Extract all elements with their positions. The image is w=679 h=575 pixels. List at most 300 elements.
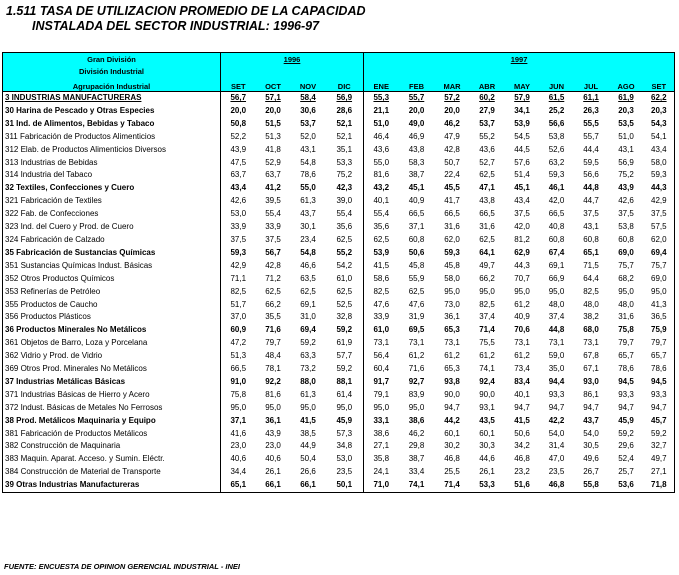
header-month: MAR: [435, 77, 470, 92]
table-cell: 95,0: [373, 402, 390, 412]
table-cell: 42,9: [644, 195, 675, 208]
table-row: [3, 376, 675, 389]
table-cell: 37,5: [230, 234, 247, 244]
table-cell: 43,9: [618, 183, 634, 193]
table-cell: 93,3: [548, 389, 565, 399]
table-cell: 59,3: [444, 247, 460, 257]
table-cell: 35,0: [548, 364, 565, 374]
table-cell: 66,5: [548, 209, 565, 219]
table-cell: 44,7: [583, 196, 599, 206]
table-cell: 93,3: [618, 389, 634, 399]
table-cell: 53,7: [300, 118, 316, 128]
table-cell: 90,0: [479, 389, 495, 399]
table-cell: 55,4: [265, 209, 281, 219]
table-cell: 53,8: [548, 131, 565, 141]
table-cell: 59,5: [583, 157, 599, 167]
table-cell: 73,4: [514, 364, 530, 374]
table-cell: 20,0: [230, 105, 247, 115]
table-cell: 50,6: [408, 247, 425, 257]
table-cell: 66,5: [408, 209, 425, 219]
table-cell: 42,2: [548, 415, 565, 425]
table-cell: 52,1: [326, 118, 364, 131]
title-line-2: INSTALADA DEL SECTOR INDUSTRIAL: 1996-97: [32, 19, 320, 33]
table-cell: 41,8: [265, 144, 281, 154]
table-cell: 68,2: [618, 273, 634, 283]
table-cell: 61,3: [300, 196, 316, 206]
table-cell: 53,3: [326, 157, 364, 170]
table-cell: 59,0: [548, 351, 565, 361]
header-month: FEB: [399, 77, 435, 92]
row-label: 30 Harina de Pescado y Otras Especies: [3, 105, 221, 118]
table-cell: 27,9: [479, 105, 495, 115]
table-cell: 49,0: [408, 118, 425, 128]
table-cell: 51,0: [373, 118, 390, 128]
table-cell: 65,7: [644, 350, 675, 363]
table-cell: 73,0: [444, 299, 460, 309]
table-cell: 60,4: [373, 364, 390, 374]
table-cell: 78,1: [265, 364, 281, 374]
table-cell: 65,1: [221, 479, 256, 492]
table-cell: 23,4: [300, 234, 316, 244]
table-cell: 91,7: [373, 376, 390, 386]
table-cell: 33,9: [373, 312, 390, 322]
table-cell: 95,0: [444, 286, 460, 296]
table-cell: 34,8: [326, 440, 364, 453]
table-row: [3, 350, 675, 363]
table-cell: 67,4: [548, 247, 565, 257]
row-label: 313 Industrias de Bebidas: [3, 157, 221, 170]
table-cell: 43,1: [618, 144, 634, 154]
table-row: [3, 273, 675, 286]
table-cell: 94,5: [618, 376, 634, 386]
table-cell: 44,5: [514, 144, 530, 154]
table-cell: 53,7: [479, 118, 495, 128]
table-cell: 62,5: [265, 286, 281, 296]
table-cell: 66,2: [479, 273, 495, 283]
table-cell: 31,6: [618, 312, 634, 322]
table-cell: 61,1: [583, 93, 599, 102]
table-cell: 43,4: [644, 144, 675, 157]
table-row: [3, 466, 675, 479]
table-cell: 60,8: [583, 234, 599, 244]
table-row: [3, 169, 675, 182]
table-cell: 69,4: [300, 325, 316, 335]
table-cell: 53,9: [373, 247, 390, 257]
table-cell: 61,9: [326, 337, 364, 350]
table-cell: 23,5: [326, 466, 364, 479]
table-cell: 45,9: [618, 415, 634, 425]
table-cell: 41,5: [300, 415, 316, 425]
table-cell: 71,6: [408, 364, 425, 374]
table-cell: 60,8: [618, 234, 634, 244]
table-row: [3, 260, 675, 273]
table-cell: 37,4: [479, 312, 495, 322]
table-row: [3, 118, 675, 131]
table-cell: 81,6: [373, 170, 390, 180]
table-cell: 44,2: [444, 415, 460, 425]
table-cell: 57,1: [265, 93, 281, 102]
table-cell: 44,6: [479, 454, 495, 464]
table-cell: 82,5: [479, 299, 495, 309]
table-row: [3, 428, 675, 441]
table-cell: 37,1: [230, 415, 247, 425]
table-cell: 37,4: [548, 312, 565, 322]
table-row: [3, 479, 675, 492]
table-cell: 32,8: [326, 311, 364, 324]
header-month: JUN: [540, 77, 574, 92]
table-cell: 45,7: [644, 415, 675, 428]
table-cell: 69,0: [644, 273, 675, 286]
table-cell: 52,7: [479, 157, 495, 167]
table-cell: 61,2: [514, 299, 530, 309]
table-cell: 60,1: [444, 428, 460, 438]
table-cell: 82,5: [373, 286, 390, 296]
row-label: 323 Ind. del Cuero y Prod. de Cuero: [3, 221, 221, 234]
table-row: [3, 324, 675, 337]
table-row: [3, 144, 675, 157]
table-cell: 74,1: [479, 364, 495, 374]
row-label: 362 Vidrio y Prod. de Vidrio: [3, 350, 221, 363]
table-cell: 25,7: [618, 467, 634, 477]
row-label: 36 Productos Minerales No Metálicos: [3, 324, 221, 337]
table-cell: 44,4: [583, 144, 599, 154]
table-cell: 55,4: [326, 208, 364, 221]
table-cell: 39,5: [265, 196, 281, 206]
header-month: SET: [221, 77, 256, 92]
table-cell: 23,0: [265, 441, 281, 451]
table-cell: 40,6: [230, 454, 247, 464]
table-cell: 42,9: [230, 260, 247, 270]
table-cell: 55,0: [373, 157, 390, 167]
table-cell: 42,8: [444, 144, 460, 154]
table-cell: 20,3: [644, 105, 675, 118]
table-cell: 53,5: [618, 118, 634, 128]
table-cell: 75,8: [618, 325, 634, 335]
table-cell: 71,1: [230, 273, 247, 283]
table-cell: 46,6: [300, 260, 316, 270]
table-cell: 63,7: [230, 170, 247, 180]
table-cell: 66,1: [256, 479, 291, 492]
table-cell: 25,2: [548, 105, 565, 115]
table-cell: 33,9: [265, 222, 281, 232]
table-cell: 43,1: [300, 144, 316, 154]
table-cell: 73,2: [300, 364, 316, 374]
table-cell: 32,7: [644, 440, 675, 453]
table-cell: 51,7: [230, 299, 247, 309]
table-cell: 46,2: [408, 428, 425, 438]
table-cell: 55,0: [300, 183, 316, 193]
table-cell: 64,4: [583, 273, 599, 283]
table-cell: 31,9: [408, 312, 425, 322]
table-cell: 54,5: [514, 131, 530, 141]
table-cell: 56,4: [373, 351, 390, 361]
row-label: 35 Fabricación de Sustancias Químicas: [3, 247, 221, 260]
table-row: [3, 311, 675, 324]
table-row: [3, 195, 675, 208]
table-cell: 61,9: [618, 93, 634, 102]
table-cell: 74,1: [399, 479, 435, 492]
table-cell: 69,1: [300, 299, 316, 309]
table-cell: 73,1: [583, 338, 599, 348]
table-cell: 62,5: [479, 170, 495, 180]
table-cell: 51,4: [514, 170, 530, 180]
table-cell: 47,9: [444, 131, 460, 141]
table-cell: 43,9: [230, 144, 247, 154]
table-cell: 40,6: [265, 454, 281, 464]
table-cell: 91,0: [230, 376, 247, 386]
table-cell: 79,7: [618, 338, 634, 348]
table-cell: 43,4: [230, 183, 247, 193]
table-cell: 55,8: [574, 479, 609, 492]
table-cell: 61,2: [444, 351, 460, 361]
header-year-1996: 1996: [221, 53, 364, 66]
table-cell: 58,4: [300, 93, 316, 102]
table-cell: 51,6: [505, 479, 540, 492]
table-cell: 35,6: [326, 221, 364, 234]
table-cell: 26,7: [583, 467, 599, 477]
table-cell: 37,1: [408, 222, 425, 232]
table-cell: 56,6: [583, 170, 599, 180]
table-cell: 42,0: [514, 222, 530, 232]
table-cell: 55,2: [326, 247, 364, 260]
table-cell: 46,1: [548, 183, 565, 193]
table-cell: 35,8: [373, 454, 390, 464]
row-label: 356 Productos Plásticos: [3, 311, 221, 324]
table-cell: 95,0: [230, 402, 247, 412]
table-cell: 86,1: [583, 389, 599, 399]
row-label: 382 Construcción de Maquinaria: [3, 440, 221, 453]
table-cell: 31,0: [300, 312, 316, 322]
table-row: [3, 247, 675, 260]
table-cell: 50,8: [230, 118, 247, 128]
table-cell: 67,1: [583, 364, 599, 374]
table-cell: 45,9: [326, 415, 364, 428]
row-label: 324 Fabricación de Calzado: [3, 234, 221, 247]
table-cell: 71,4: [435, 479, 470, 492]
table-cell: 58,3: [408, 157, 425, 167]
table-cell: 33,9: [230, 222, 247, 232]
table-cell: 36,1: [444, 312, 460, 322]
table-cell: 45,1: [408, 183, 425, 193]
table-cell: 61,2: [408, 351, 425, 361]
table-cell: 29,8: [408, 441, 425, 451]
table-cell: 95,0: [265, 402, 281, 412]
table-cell: 41,5: [373, 260, 390, 270]
row-label: 3 INDUSTRIAS MANUFACTURERAS: [3, 92, 221, 105]
table-cell: 64,1: [479, 247, 495, 257]
table-cell: 40,1: [373, 196, 390, 206]
table-cell: 56,7: [230, 93, 247, 102]
table-row: [3, 453, 675, 466]
table-cell: 54,8: [300, 247, 316, 257]
header-agrupacion-industrial: Agrupación Industrial: [3, 77, 221, 92]
table-cell: 61,0: [373, 325, 390, 335]
table-cell: 75,7: [618, 260, 634, 270]
table-cell: 61,2: [479, 351, 495, 361]
table-row: [3, 415, 675, 428]
table-cell: 36,1: [265, 415, 281, 425]
table-cell: 66,1: [291, 479, 326, 492]
table-cell: 48,0: [618, 299, 634, 309]
table-cell: 78,6: [644, 363, 675, 376]
table-cell: 66,5: [230, 364, 247, 374]
table-cell: 82,5: [230, 286, 247, 296]
table-cell: 75,9: [644, 324, 675, 337]
table-cell: 62,0: [644, 234, 675, 247]
table-cell: 33,4: [408, 467, 425, 477]
table-cell: 56,9: [618, 157, 634, 167]
row-label: 321 Fabricación de Textiles: [3, 195, 221, 208]
row-label: 314 Industria del Tabaco: [3, 169, 221, 182]
table-cell: 83,4: [514, 376, 530, 386]
table-cell: 59,2: [326, 363, 364, 376]
row-label: 353 Refinerías de Petróleo: [3, 286, 221, 299]
table-cell: 37,5: [583, 209, 599, 219]
table-cell: 75,7: [644, 260, 675, 273]
table-cell: 45,1: [514, 183, 530, 193]
table-cell: 60,9: [230, 325, 247, 335]
table-cell: 35,5: [265, 312, 281, 322]
table-cell: 95,0: [479, 286, 495, 296]
table-cell: 94,7: [514, 402, 530, 412]
table-cell: 41,2: [265, 183, 281, 193]
table-cell: 93,8: [444, 376, 460, 386]
table-cell: 66,2: [265, 299, 281, 309]
table-cell: 92,2: [265, 376, 281, 386]
row-label: 351 Sustancias Químicas Indust. Básicas: [3, 260, 221, 273]
table-cell: 58,0: [444, 273, 460, 283]
header-year-1997: 1997: [364, 53, 675, 66]
table-cell: 62,9: [514, 247, 530, 257]
table-cell: 60,2: [479, 93, 495, 102]
table-cell: 69,4: [644, 247, 675, 260]
header-month: ABR: [470, 77, 505, 92]
table-cell: 75,2: [618, 170, 634, 180]
table-cell: 36,5: [644, 311, 675, 324]
table-cell: 53,0: [326, 453, 364, 466]
table-cell: 55,3: [373, 93, 390, 102]
table-cell: 79,7: [265, 338, 281, 348]
table-cell: 41,7: [444, 196, 460, 206]
table-cell: 41,5: [514, 415, 530, 425]
table-cell: 26,6: [300, 467, 316, 477]
table-cell: 41,3: [644, 299, 675, 312]
table-cell: 40,8: [548, 222, 565, 232]
table-cell: 23,0: [230, 441, 247, 451]
table-cell: 42,3: [326, 182, 364, 195]
table-cell: 69,5: [408, 325, 425, 335]
table-cell: 42,6: [230, 196, 247, 206]
table-cell: 40,9: [514, 312, 530, 322]
table-cell: 62,5: [326, 234, 364, 247]
table-cell: 31,6: [479, 222, 495, 232]
table-cell: 20,0: [408, 105, 425, 115]
table-cell: 88,1: [326, 376, 364, 389]
table-cell: 58,6: [373, 273, 390, 283]
table-cell: 57,5: [644, 221, 675, 234]
table-cell: 55,7: [583, 131, 599, 141]
row-label: 372 Indust. Básicas de Metales No Ferrosos: [3, 402, 221, 415]
table-cell: 54,3: [644, 118, 675, 131]
row-label: 384 Construcción de Material de Transporte: [3, 466, 221, 479]
table-row: [3, 389, 675, 402]
row-label: 312 Elab. de Productos Alimenticios Diversos: [3, 144, 221, 157]
table-cell: 55,4: [373, 209, 390, 219]
table-cell: 62,0: [444, 234, 460, 244]
table-row: [3, 363, 675, 376]
table-cell: 66,5: [444, 209, 460, 219]
table-cell: 46,9: [408, 131, 425, 141]
table-cell: 52,6: [548, 144, 565, 154]
header-gran-division: Gran División: [3, 53, 221, 66]
table-cell: 95,0: [548, 286, 565, 296]
table-cell: 30,3: [479, 441, 495, 451]
table-cell: 34,2: [514, 441, 530, 451]
table-cell: 39,0: [326, 195, 364, 208]
table-cell: 48,0: [583, 299, 599, 309]
table-row: [3, 299, 675, 312]
row-label: 381 Fabricación de Productos Metálicos: [3, 428, 221, 441]
table-cell: 45,5: [444, 183, 460, 193]
table-cell: 75,8: [230, 389, 247, 399]
table-cell: 71,4: [479, 325, 495, 335]
table-cell: 69,0: [618, 247, 634, 257]
row-label: 31 Ind. de Alimentos, Bebidas y Tabaco: [3, 118, 221, 131]
table-cell: 52,9: [265, 157, 281, 167]
table-cell: 20,0: [265, 105, 281, 115]
table-cell: 42,0: [548, 196, 565, 206]
table-cell: 48,0: [548, 299, 565, 309]
table-cell: 94,7: [444, 402, 460, 412]
table-cell: 23,5: [548, 467, 565, 477]
table-row: [3, 221, 675, 234]
row-label: 371 Industrias Básicas de Hierro y Acero: [3, 389, 221, 402]
table-cell: 71,5: [583, 260, 599, 270]
table-cell: 75,2: [326, 169, 364, 182]
table-cell: 51,5: [265, 118, 281, 128]
table-cell: 26,3: [583, 105, 599, 115]
header-month: SET: [644, 77, 675, 92]
table-cell: 54,1: [644, 131, 675, 144]
table-cell: 61,4: [326, 389, 364, 402]
table-cell: 59,2: [618, 428, 634, 438]
table-cell: 94,4: [548, 376, 565, 386]
table-cell: 59,3: [644, 169, 675, 182]
table-cell: 37,5: [265, 234, 281, 244]
table-cell: 53,8: [618, 222, 634, 232]
table-cell: 22,4: [444, 170, 460, 180]
table-cell: 62,5: [408, 286, 425, 296]
table-cell: 63,7: [265, 170, 281, 180]
row-label: 352 Otros Productos Químicos: [3, 273, 221, 286]
table-row: [3, 337, 675, 350]
table-cell: 60,1: [479, 428, 495, 438]
table-cell: 47,1: [479, 183, 495, 193]
table-cell: 33,1: [373, 415, 390, 425]
table-cell: 56,6: [548, 118, 565, 128]
table-cell: 35,6: [373, 222, 390, 232]
table-cell: 38,6: [373, 428, 390, 438]
table-cell: 53,6: [609, 479, 644, 492]
table-cell: 51,3: [265, 131, 281, 141]
table-cell: 59,3: [548, 170, 565, 180]
table-cell: 59,3: [230, 247, 247, 257]
table-row: [3, 92, 675, 105]
table-cell: 23,2: [514, 467, 530, 477]
table-cell: 43,7: [583, 415, 599, 425]
table-cell: 73,1: [514, 338, 530, 348]
table-cell: 67,8: [583, 351, 599, 361]
